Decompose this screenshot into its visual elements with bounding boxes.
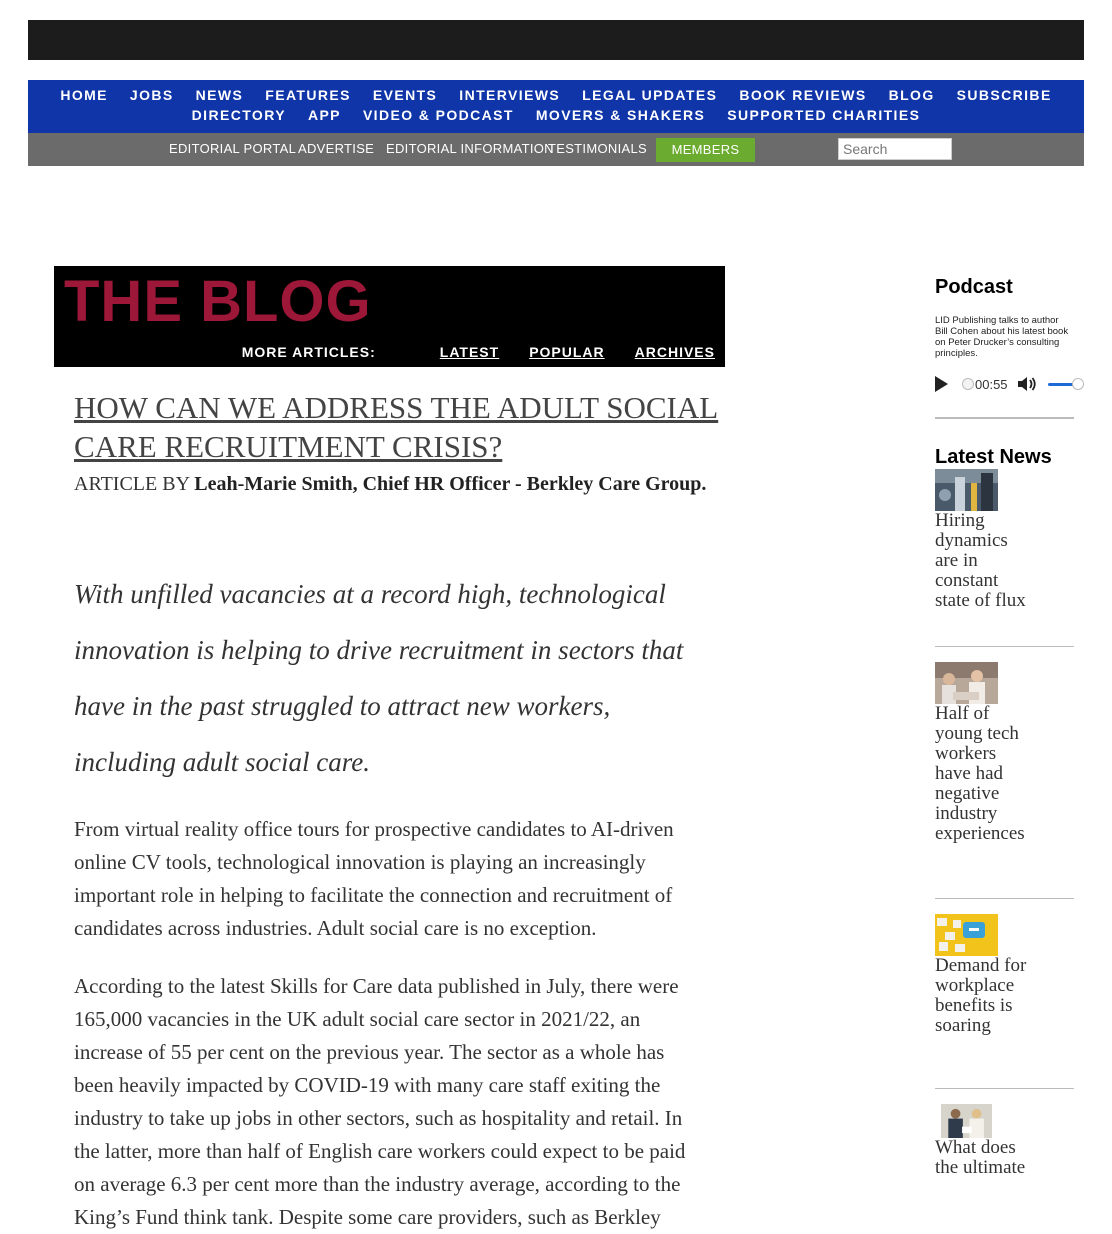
podcast-heading: Podcast (935, 276, 1013, 298)
top-ad-bar (28, 20, 1084, 60)
blog-banner (54, 266, 725, 367)
news-divider (935, 898, 1074, 899)
news-item (935, 1104, 1074, 1178)
nav-legal-updates[interactable]: LEGAL UPDATES (582, 87, 718, 103)
nav-features[interactable]: FEATURES (265, 87, 351, 103)
archives-link[interactable]: ARCHIVES (634, 344, 715, 360)
search-input[interactable] (838, 138, 952, 160)
article-lead: With unfilled vacancies at a record high, technological innovation is helping to drive recruitment in sectors that have in the past struggled to attract new workers, including adult social care. (74, 579, 684, 777)
byline-author: Leah-Marie Smith, Chief HR Officer - Berkley Care Group. (194, 473, 707, 495)
nav-jobs[interactable]: JOBS (129, 87, 174, 103)
nav-video-podcast[interactable]: VIDEO & PODCAST (362, 107, 514, 123)
nav-events[interactable]: EVENTS (372, 87, 438, 103)
puzzle-photo-icon[interactable] (935, 914, 998, 956)
latest-news-heading: Latest News (935, 446, 1052, 468)
article-byline (74, 473, 706, 496)
latest-link[interactable]: LATEST (439, 344, 500, 360)
news-item (935, 662, 1074, 844)
members-login-button[interactable]: MEMBERS LOGIN (656, 138, 755, 162)
nav-blog[interactable]: BLOG (888, 87, 935, 103)
news-title[interactable]: Half of young tech workers have had negative industry experiences (935, 703, 1025, 844)
main-nav-row-1 (28, 87, 1084, 103)
seek-handle[interactable] (962, 378, 974, 390)
volume-slider-handle[interactable] (1072, 378, 1084, 390)
nav-subscribe[interactable]: SUBSCRIBE (956, 87, 1052, 103)
sub-nav (28, 133, 1084, 181)
nav-interviews[interactable]: INTERVIEWS (459, 87, 561, 103)
nav-book-reviews[interactable]: BOOK REVIEWS (739, 87, 867, 103)
news-title[interactable]: What does the ultimate (935, 1137, 1026, 1178)
byline-prefix: ARTICLE BY (74, 473, 190, 495)
volume-icon[interactable] (1017, 376, 1037, 392)
news-item (935, 469, 1074, 611)
subnav-editorial-portal[interactable]: EDITORIAL PORTAL (169, 141, 297, 156)
nav-movers-shakers[interactable]: MOVERS & SHAKERS (535, 107, 706, 123)
meeting-photo-icon[interactable] (935, 662, 998, 704)
more-articles-bar (242, 344, 715, 360)
news-divider (935, 1088, 1074, 1089)
subnav-advertise[interactable]: ADVERTISE (298, 141, 375, 156)
nav-home[interactable]: HOME (60, 87, 108, 103)
subnav-testimonials[interactable]: TESTIMONIALS (548, 141, 647, 156)
main-nav-row-2 (28, 107, 1084, 123)
article-paragraph-1: From virtual reality office tours for prospective candidates to AI-driven online CV tools, technological innovation is playing an increasingly important role in helping to facilitate the connection and recruitment of candidates across industries. Adult social care is no exception. (74, 817, 674, 940)
news-divider (935, 646, 1074, 647)
subnav-editorial-information[interactable]: EDITORIAL INFORMATION (386, 141, 554, 156)
article-paragraph-2: According to the latest Skills for Care data published in July, there were 165,000 vacancies in the UK adult social care sector in 2021/22, an increase of 55 per cent on the previous year. The sector as a whole has been heavily impacted by COVID-19 with many care staff exiting the industry to take up jobs in other sectors, such as hospitality and retail. In the latter, more than half of English care workers could expect to be paid on average 6.3 per cent more than the industry average, according to the King’s Fund think tank. Despite some care providers, such as Berkley (74, 974, 686, 1229)
audio-time: 00:55 (975, 377, 1008, 392)
article-title[interactable]: HOW CAN WE ADDRESS THE ADULT SOCIAL CARE RECRUITMENT CRISIS? (74, 390, 719, 464)
popular-link[interactable]: POPULAR (529, 344, 605, 360)
interview-photo-icon[interactable] (935, 1104, 998, 1138)
nav-app[interactable]: APP (307, 107, 341, 123)
news-item (935, 914, 1074, 1036)
main-nav (28, 80, 1084, 133)
podcast-divider (935, 417, 1074, 419)
blog-title: THE BLOG (64, 269, 372, 334)
nav-news[interactable]: NEWS (195, 87, 244, 103)
news-title[interactable]: Hiring dynamics are in constant state of flux (935, 510, 1026, 611)
more-articles-label: MORE ARTICLES: (241, 344, 376, 360)
news-title[interactable]: Demand for workplace benefits is soaring (935, 955, 1027, 1036)
volume-slider-fill (1048, 383, 1074, 386)
office-photo-icon[interactable] (935, 469, 998, 511)
nav-directory[interactable]: DIRECTORY (191, 107, 286, 123)
nav-supported-charities[interactable]: SUPPORTED CHARITIES (727, 107, 921, 123)
audio-player (935, 373, 1085, 397)
podcast-description: LID Publishing talks to author Bill Cohen about his latest book on Peter Drucker’s consulting principles. (935, 315, 1069, 359)
play-icon[interactable] (935, 376, 948, 392)
